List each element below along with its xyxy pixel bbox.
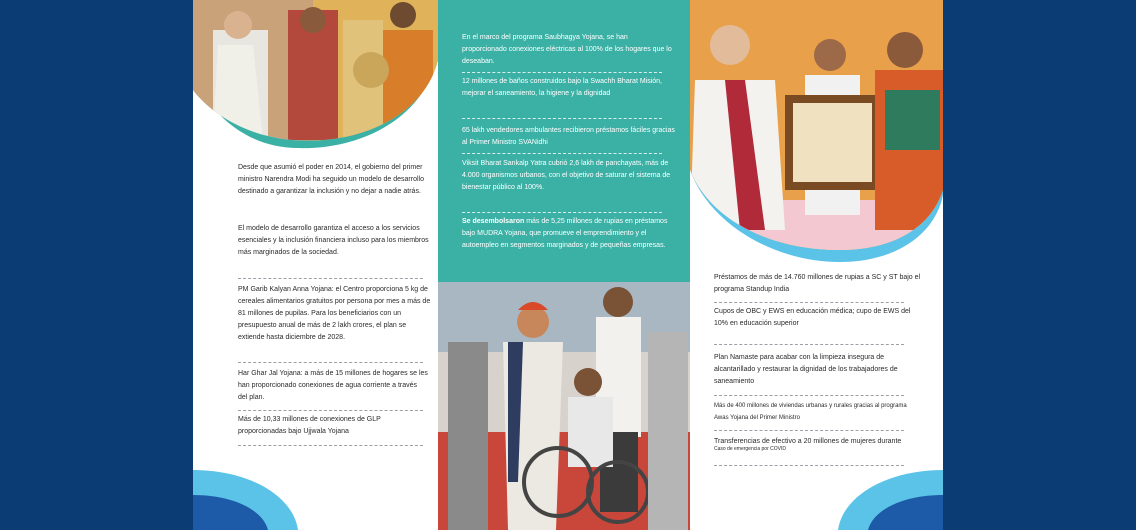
separator: [714, 395, 904, 396]
text-har-ghar-jal: Har Ghar Jal Yojana: a más de 15 millones de hogares se les han proporcionado conexiones de agua corriente a través del plan.: [238, 370, 428, 401]
text-covid-note: Caso de emergencia por COVID: [714, 446, 786, 452]
text-development-model: El modelo de desarrollo garantiza el acceso a los servicios esenciales y la inclusión financiera incluso para los miembros más marginados de la sociedad.: [238, 225, 429, 256]
text-saubhagya: En el marco del programa Saubhagya Yojana, se han proporcionado conexiones eléctricas al 100% de los hogares que lo deseaban.: [462, 34, 672, 65]
text-ujjwala: Más de 10,33 millones de conexiones de GLP proporcionadas bajo Ujjwala Yojana: [238, 416, 381, 435]
text-viksit-bharat: Viksit Bharat Sankalp Yatra cubrió 2,6 lakh de panchayats, más de 4.000 organismos urbanos, con el objetivo de saturar el sistema de bienestar público al 100%.: [462, 160, 671, 191]
text-awas-yojana: Más de 400 millones de viviendas urbanas y rurales gracias al programa Awas Yojana del Primer Ministro: [714, 403, 907, 421]
separator: [714, 430, 904, 431]
corner-decoration: [833, 470, 943, 530]
separator: [238, 278, 423, 279]
middle-panel: [438, 0, 690, 530]
separator: [238, 362, 423, 363]
text-cash-transfers: Transferencias de efectivo a 20 millones de mujeres durante: [714, 438, 902, 445]
text-mudra-rest: más de 5,25 millones de rupias en préstamos bajo MUDRA Yojana, que promueve el emprendimiento y el autoempleo en segmentos marginados y de pequeñas empresas.: [462, 218, 668, 249]
separator: [714, 344, 904, 345]
text-mudra-bold: Se desembolsaron: [462, 218, 525, 225]
text-standup-india: Préstamos de más de 14.760 millones de rupias a SC y ST bajo el programa Standup India: [714, 274, 921, 293]
separator: [462, 118, 662, 119]
text-mudra: [462, 216, 672, 252]
separator: [714, 465, 904, 466]
photo-award-ceremony: [690, 0, 943, 265]
text-swachh-bharat: 12 millones de baños construidos bajo la Swachh Bharat Misión, mejorar el saneamiento, la higiene y la dignidad: [462, 78, 663, 97]
text-namaste: Plan Namaste para acabar con la limpieza insegura de alcantarillado y restaurar la dignidad de los trabajadores de saneamiento: [714, 354, 898, 385]
text-obc-ews: Cupos de OBC y EWS en educación médica; cupo de EWS del 10% en educación superior: [714, 308, 911, 327]
photo-leader-greeting: [193, 0, 438, 150]
separator: [714, 302, 904, 303]
separator: [462, 72, 662, 73]
text-garib-kalyan: PM Garib Kalyan Anna Yojana: el Centro proporciona 5 kg de cereales alimentarios gratuitos por persona por mes a más de 81 millones de pupilas. Para los beneficiarios con un presupuesto anual de más de 2 lakh crores, el plan se extiende hasta diciembre de 2028.: [238, 286, 431, 341]
separator: [462, 212, 662, 213]
right-panel: [690, 0, 943, 530]
text-inclusion-intro: Desde que asumió el poder en 2014, el gobierno del primer ministro Narendra Modi ha seguido un modelo de desarrollo destinado a garantizar la inclusión y no dejar a nadie atrás.: [238, 164, 424, 195]
text-svanidhi: 65 lakh vendedores ambulantes recibieron préstamos fáciles gracias al Primer Ministro SVANidhi: [462, 127, 675, 146]
separator: [238, 445, 423, 446]
corner-decoration: [193, 470, 303, 530]
separator: [238, 410, 423, 411]
left-panel: [193, 0, 438, 530]
photo-wheelchair-greeting: [438, 282, 690, 530]
separator: [462, 153, 662, 154]
